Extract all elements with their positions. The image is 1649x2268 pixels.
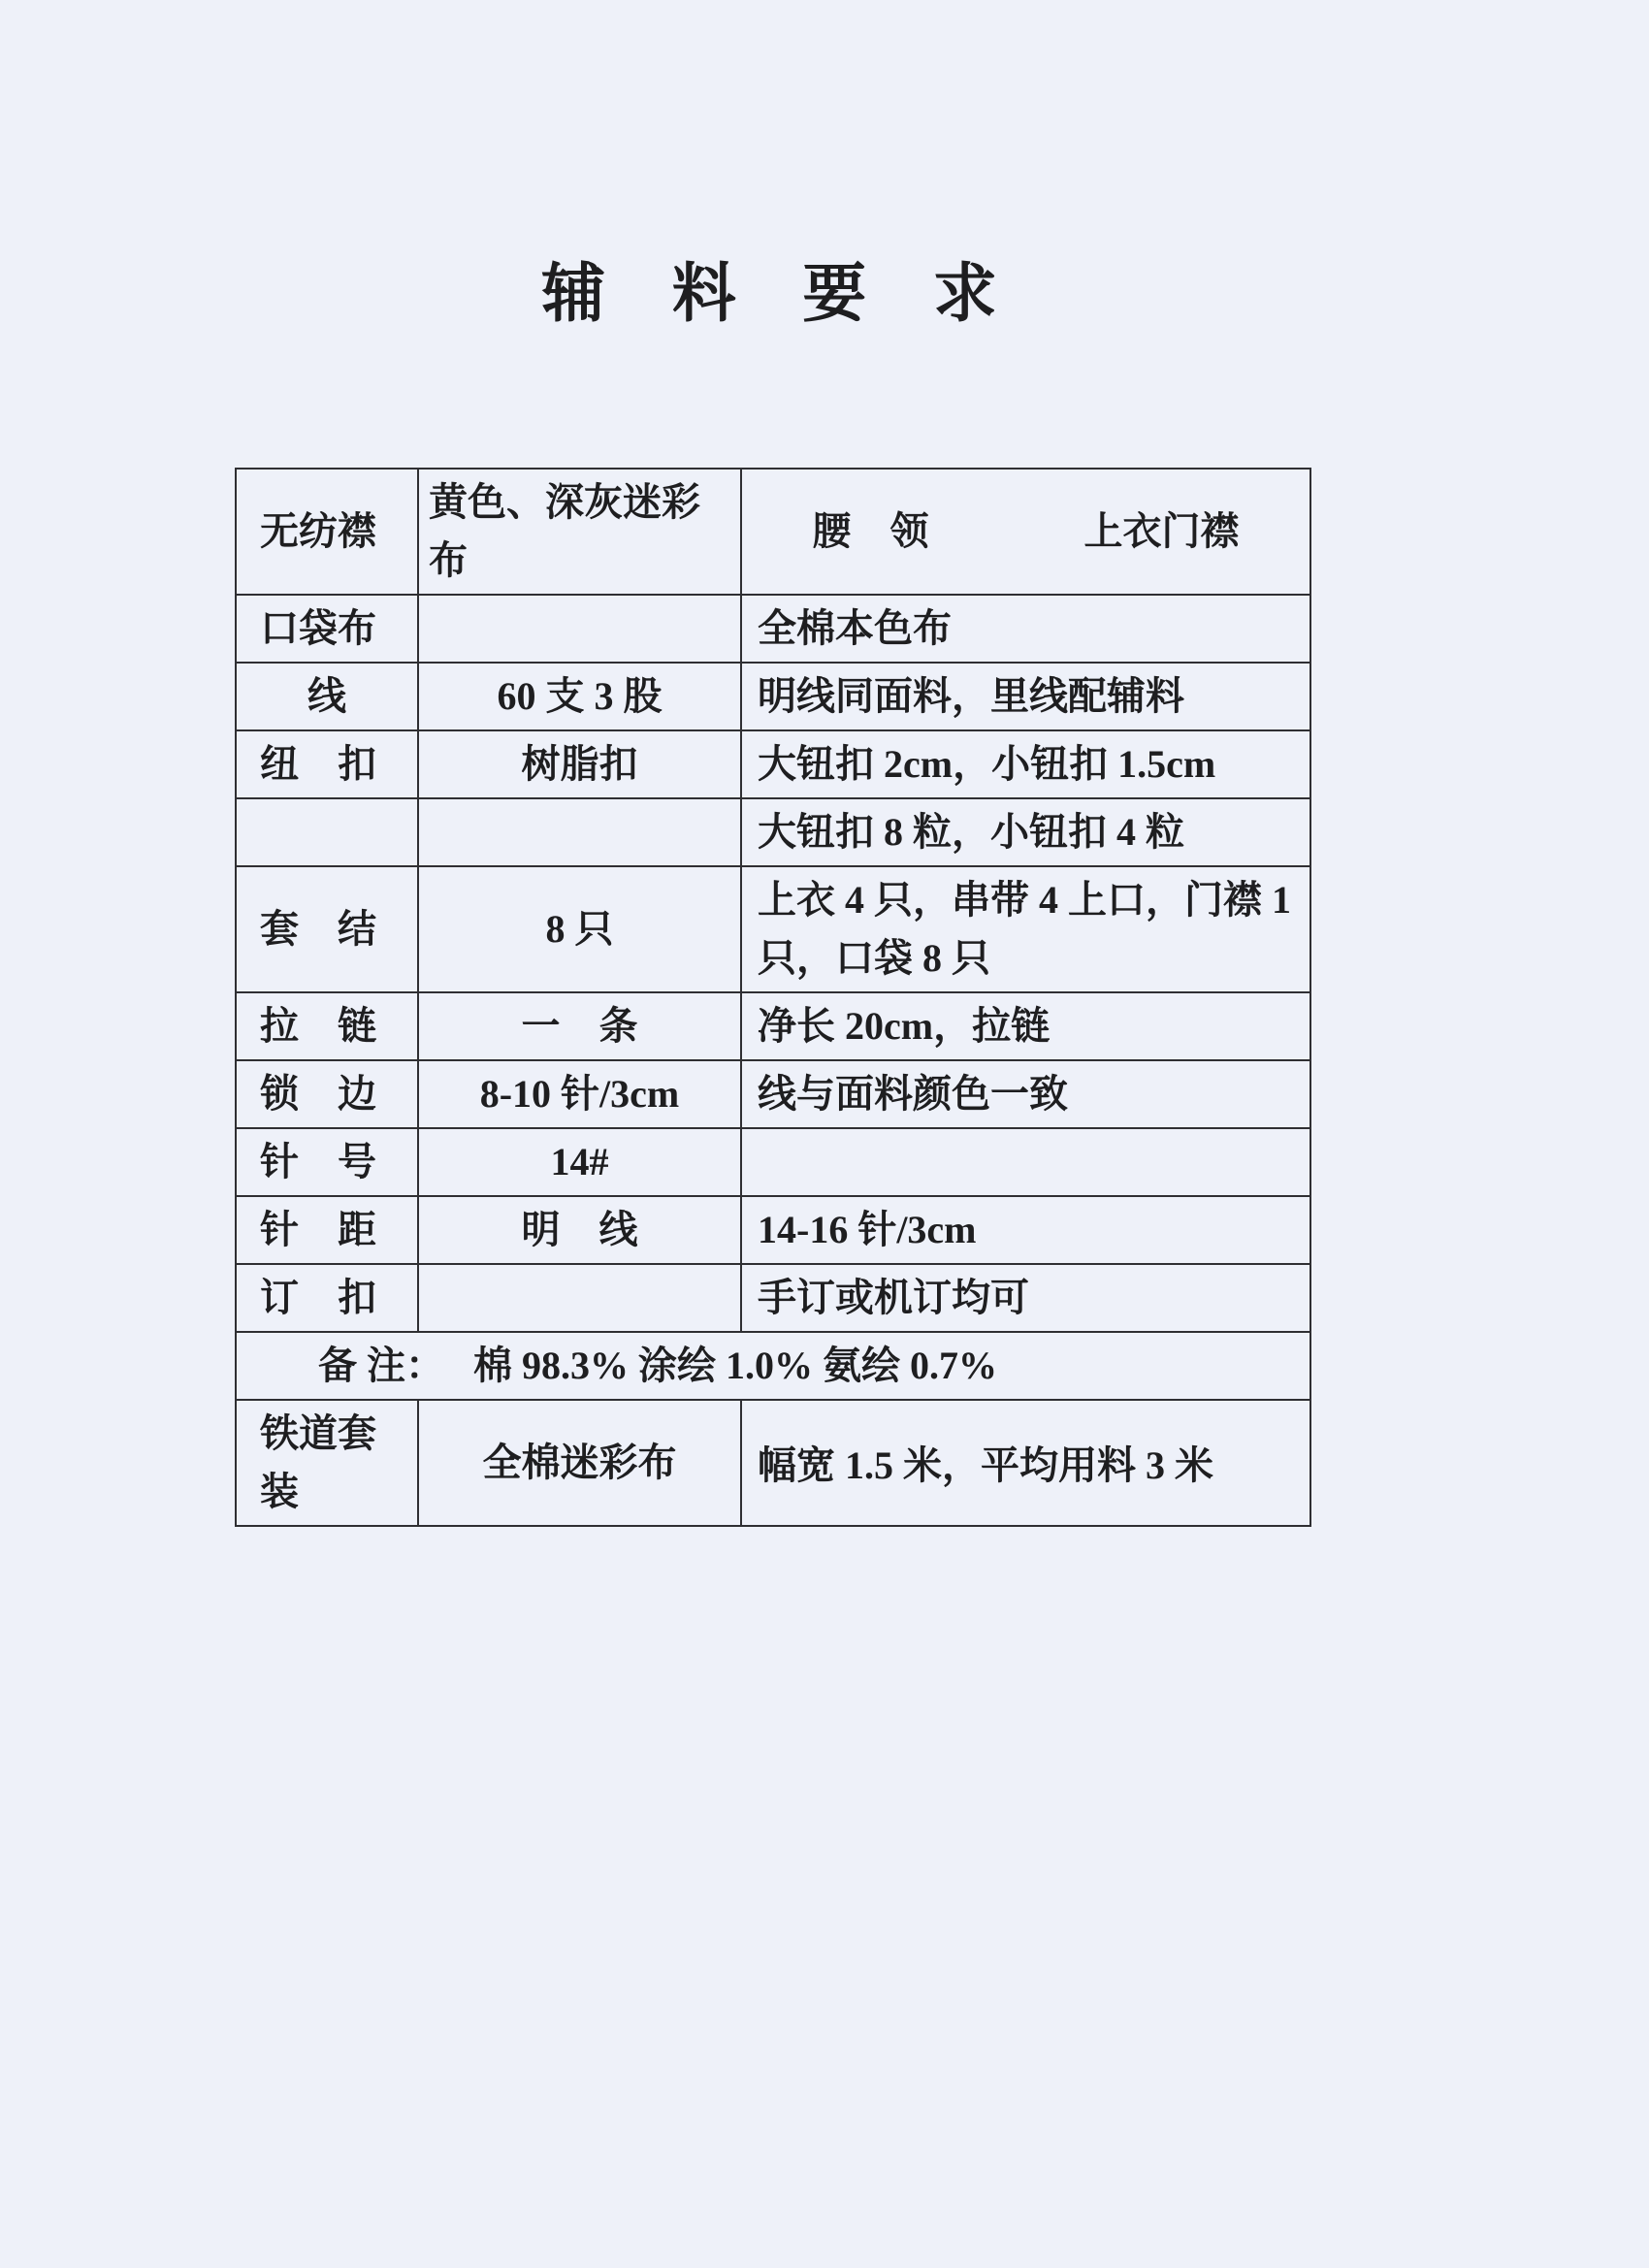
- item-cell: 针 距: [236, 1196, 418, 1264]
- table-row: [236, 730, 1310, 798]
- spec-cell: [418, 798, 741, 866]
- spec-cell: 树脂扣: [418, 730, 741, 798]
- table-row: [236, 1196, 1310, 1264]
- table-row: [236, 1060, 1310, 1128]
- table-row: [236, 866, 1310, 992]
- spec-cell: 一 条: [418, 992, 741, 1060]
- table-row: [236, 1128, 1310, 1196]
- item-cell: 纽 扣: [236, 730, 418, 798]
- desc-cell: 大钮扣 2cm，小钮扣 1.5cm: [741, 730, 1310, 798]
- header-item-cell: 无纺襟: [236, 469, 418, 595]
- table-row: [236, 992, 1310, 1060]
- desc-cell: 大钮扣 8 粒，小钮扣 4 粒: [741, 798, 1310, 866]
- desc-cell: 全棉本色布: [741, 595, 1310, 663]
- desc-cell: 明线同面料，里线配辅料: [741, 663, 1310, 730]
- spec-cell: 14#: [418, 1128, 741, 1196]
- desc-cell: 净长 20cm，拉链: [741, 992, 1310, 1060]
- item-cell: [236, 798, 418, 866]
- spec-cell: [418, 1264, 741, 1332]
- desc-cell: 上衣 4 只，串带 4 上口，门襟 1 只，口袋 8 只: [741, 866, 1310, 992]
- table-row: [236, 663, 1310, 730]
- item-cell: 口袋布: [236, 595, 418, 663]
- spec-cell: 8 只: [418, 866, 741, 992]
- item-cell: 拉 链: [236, 992, 418, 1060]
- table-header-row: [236, 469, 1310, 595]
- header-spec-cell: 黄色、深灰迷彩布: [418, 469, 741, 595]
- item-cell: 锁 边: [236, 1060, 418, 1128]
- item-cell: 针 号: [236, 1128, 418, 1196]
- footer-row: [236, 1400, 1310, 1526]
- item-cell: 订 扣: [236, 1264, 418, 1332]
- table-row: [236, 798, 1310, 866]
- item-cell: 套 结: [236, 866, 418, 992]
- desc-cell: 手订或机订均可: [741, 1264, 1310, 1332]
- spec-cell: 8-10 针/3cm: [418, 1060, 741, 1128]
- desc-cell: 14-16 针/3cm: [741, 1196, 1310, 1264]
- desc-cell: 线与面料颜色一致: [741, 1060, 1310, 1128]
- header-desc-cell: 腰 领 上衣门襟: [741, 469, 1310, 595]
- page-title: 辅 料 要 求: [541, 259, 1003, 330]
- table-row: [236, 1264, 1310, 1332]
- spec-cell: [418, 595, 741, 663]
- spec-cell: 全棉迷彩布: [418, 1400, 741, 1526]
- desc-cell: 幅宽 1.5 米，平均用料 3 米: [741, 1400, 1310, 1526]
- spec-cell: 明 线: [418, 1196, 741, 1264]
- spec-cell: 60 支 3 股: [418, 663, 741, 730]
- remark-cell: 备 注： 棉 98.3% 涂绘 1.0% 氨绘 0.7%: [236, 1332, 1310, 1400]
- requirements-table: [235, 468, 1311, 1527]
- remark-row: [236, 1332, 1310, 1400]
- item-cell: 铁道套装: [236, 1400, 418, 1526]
- desc-cell: [741, 1128, 1310, 1196]
- item-cell: 线: [236, 663, 418, 730]
- table-row: [236, 595, 1310, 663]
